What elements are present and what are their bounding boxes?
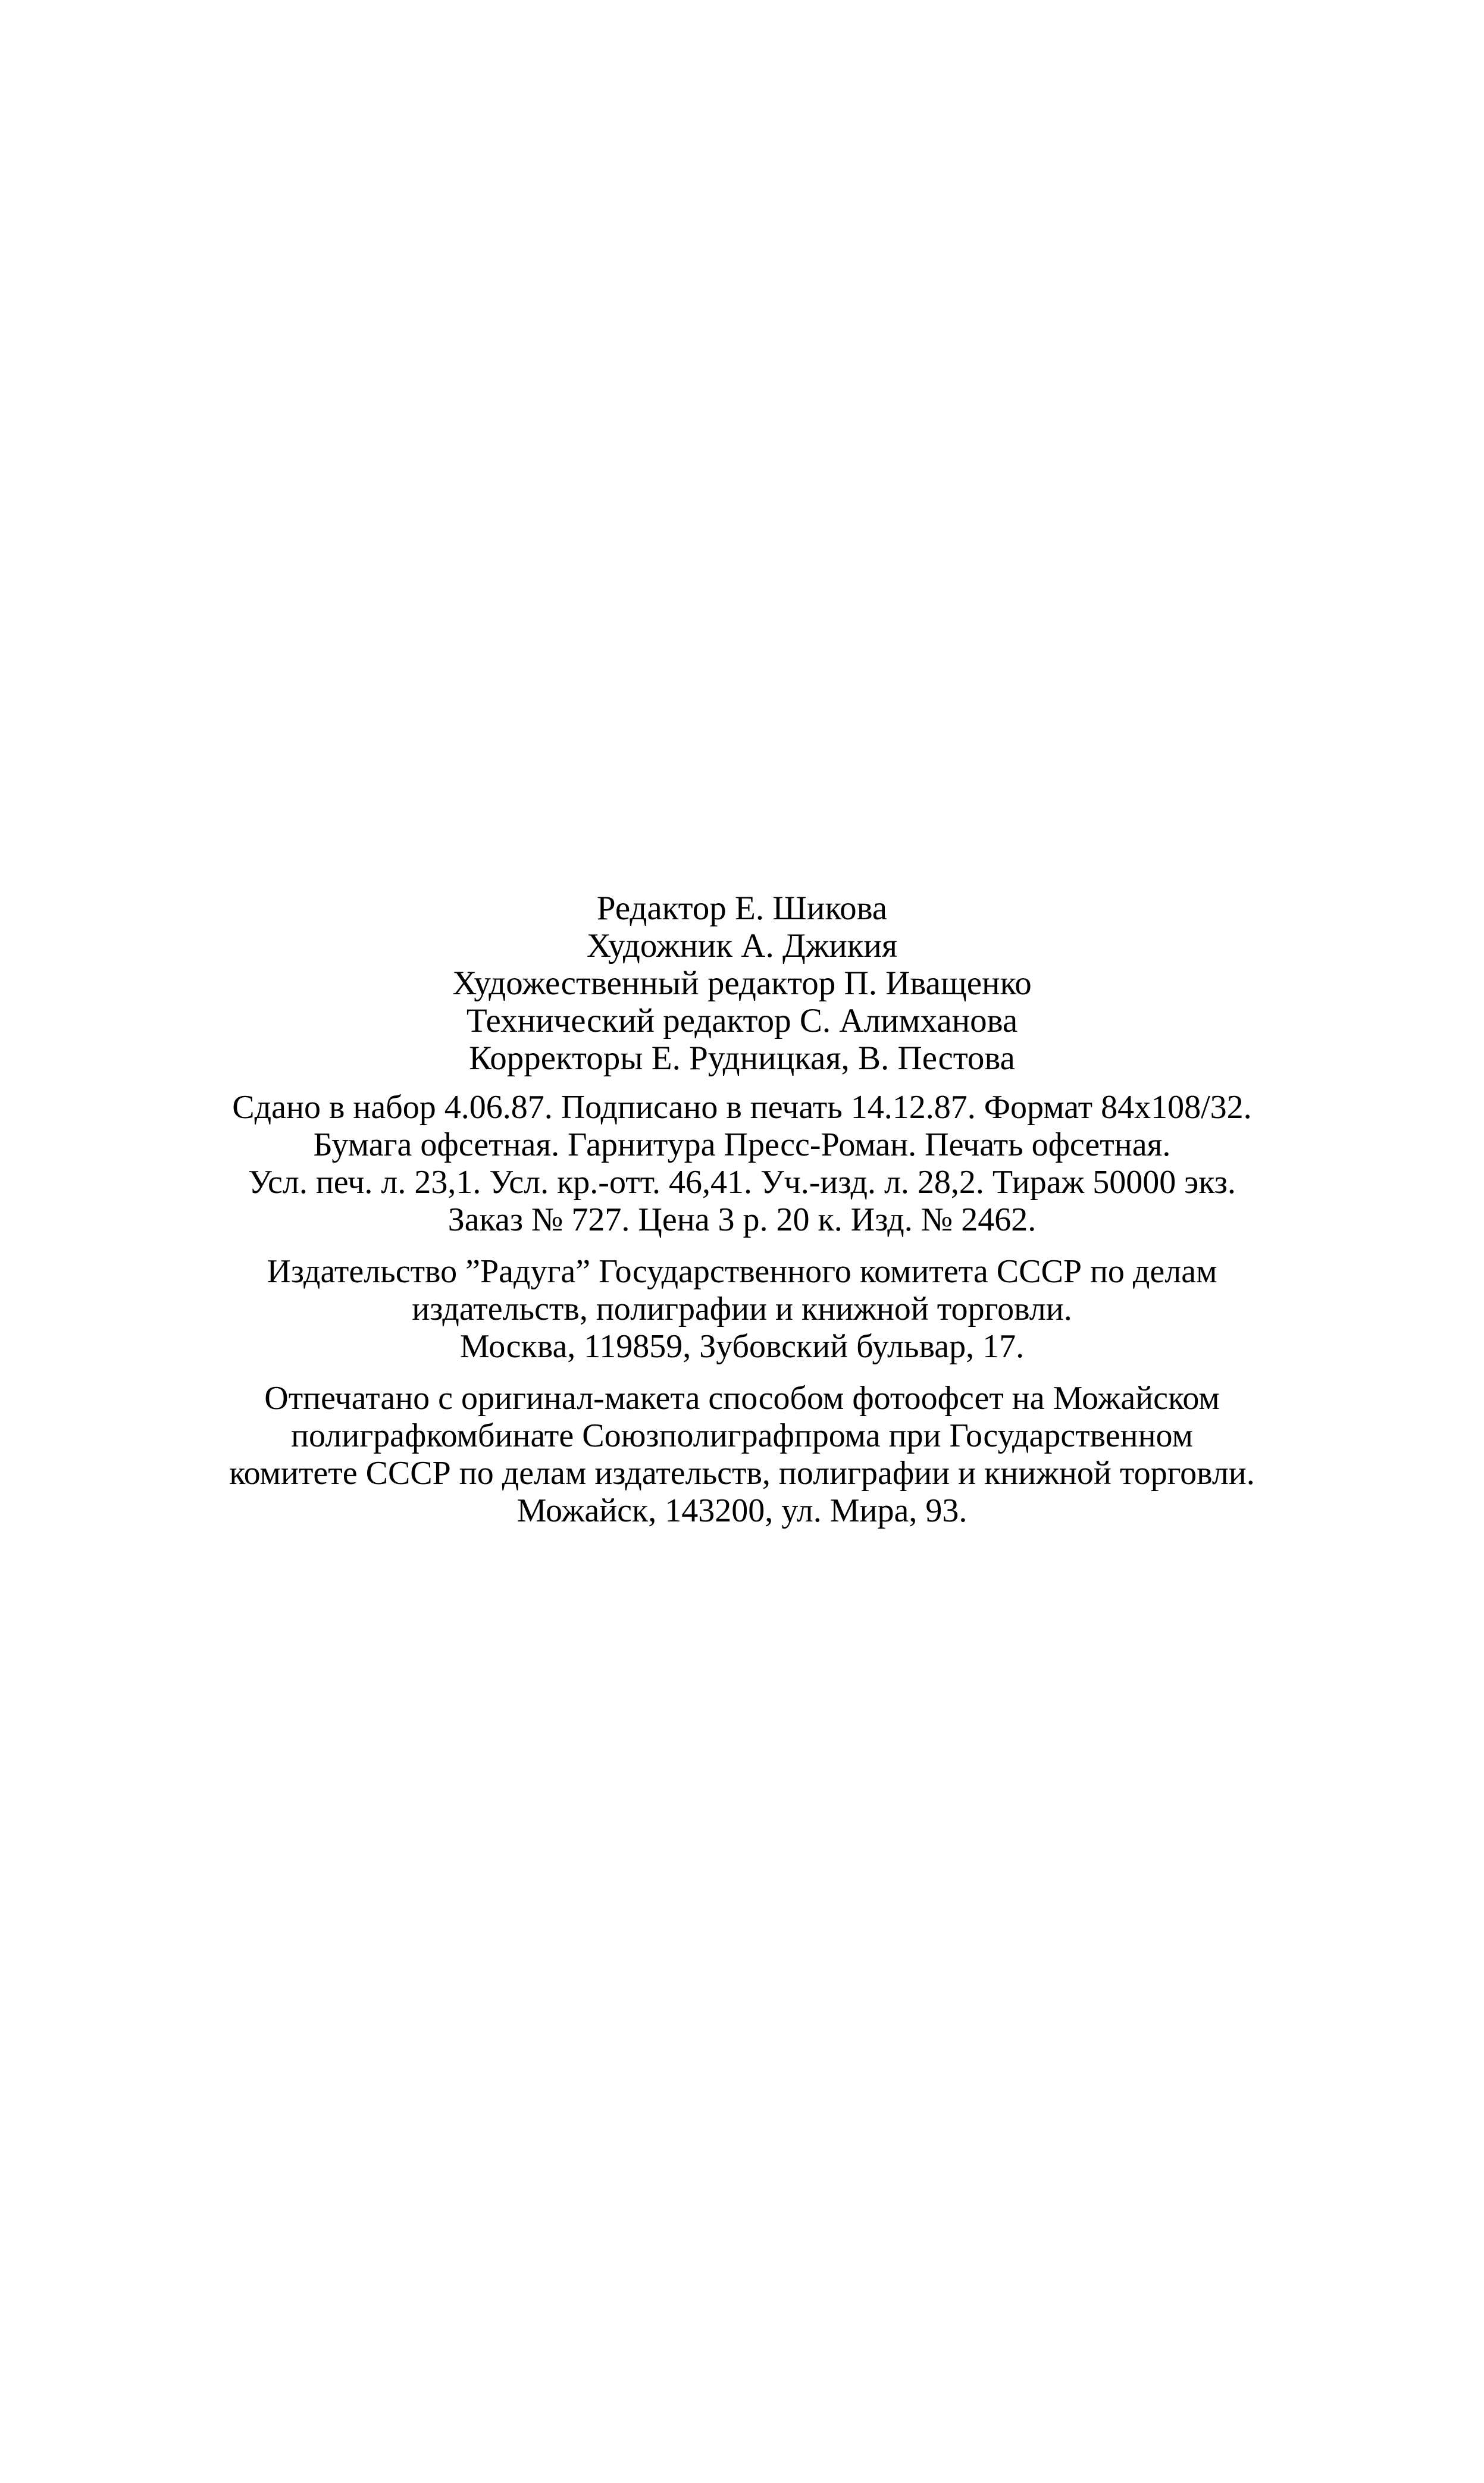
technical-editor-credit: Технический редактор С. Алимханова <box>466 1002 1018 1039</box>
credits-block <box>0 890 1484 1077</box>
printer-line: Отпечатано с оригинал-макета способом фотоофсет на Можайском <box>264 1380 1220 1417</box>
printer-block <box>0 1380 1484 1530</box>
artist-credit: Художник А. Джикия <box>586 927 898 965</box>
production-line: Сдано в набор 4.06.87. Подписано в печать 14.12.87. Формат 84x108/32. <box>232 1089 1252 1126</box>
printer-address: Можайск, 143200, ул. Мира, 93. <box>516 1492 968 1529</box>
printer-line: полиграфкомбинате Союзполиграфпрома при Государственном <box>291 1417 1193 1454</box>
art-editor-credit: Художественный редактор П. Иващенко <box>452 965 1032 1002</box>
publisher-block <box>0 1253 1484 1366</box>
publisher-line: Издательство ”Радуга” Государственного комитета СССР по делам <box>267 1253 1217 1290</box>
editor-credit: Редактор Е. Шикова <box>596 890 888 927</box>
publisher-address: Москва, 119859, Зубовский бульвар, 17. <box>459 1328 1025 1365</box>
publisher-line: издательств, полиграфии и книжной торговли. <box>412 1291 1072 1327</box>
imprint-page <box>0 890 1484 1530</box>
production-details-block <box>0 1089 1484 1239</box>
proofreaders-credit: Корректоры Е. Рудницкая, В. Пестова <box>469 1039 1015 1077</box>
production-line: Заказ № 727. Цена 3 р. 20 к. Изд. № 2462. <box>447 1201 1037 1238</box>
printer-line: комитете СССР по делам издательств, полиграфии и книжной торговли. <box>229 1455 1255 1492</box>
production-line: Бумага офсетная. Гарнитура Пресс-Роман. Печать офсетная. <box>313 1126 1171 1163</box>
production-line: Усл. печ. л. 23,1. Усл. кр.-отт. 46,41. Уч.-изд. л. 28,2. Тираж 50000 экз. <box>248 1164 1236 1201</box>
